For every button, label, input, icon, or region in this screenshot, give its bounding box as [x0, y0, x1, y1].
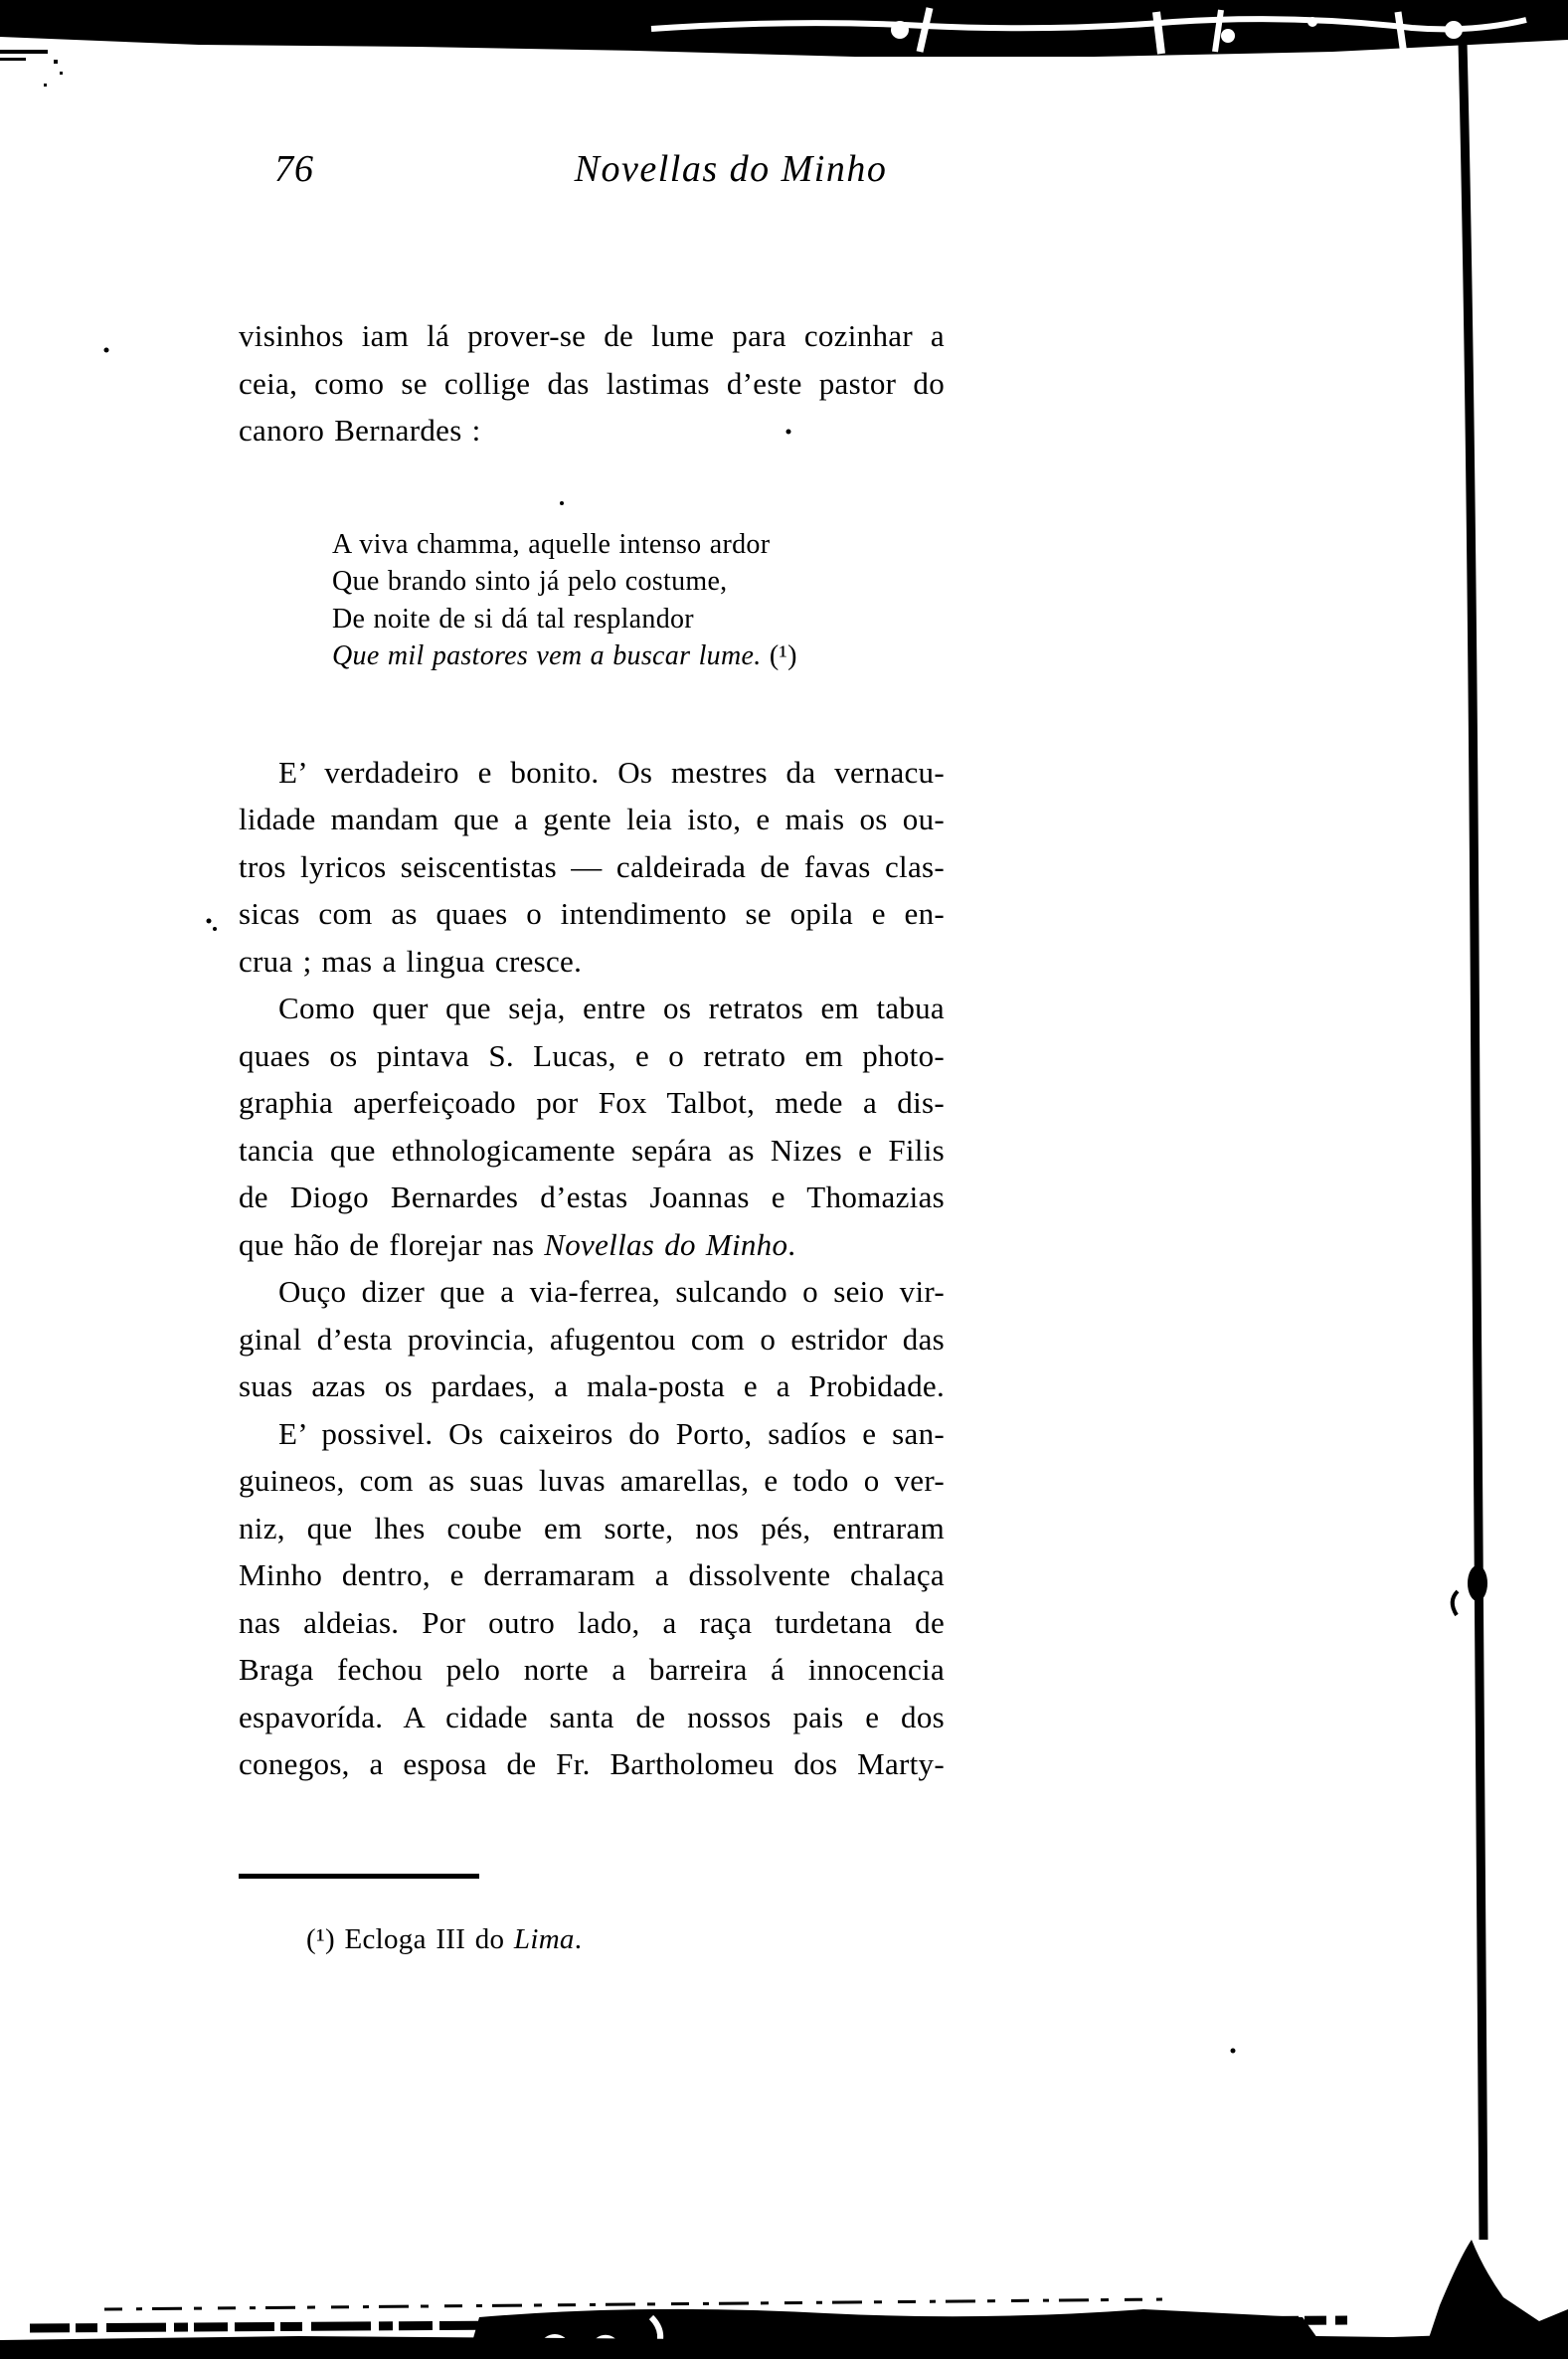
paragraph [239, 985, 945, 1268]
page-number: 76 [274, 148, 314, 190]
running-title: Novellas do Minho [574, 148, 888, 190]
text-line: A viva chamma, aquelle intenso ardor [332, 528, 771, 560]
text-line: canoro Bernardes : [239, 413, 481, 448]
scan-artifact-top-band [0, 0, 1568, 57]
text-line: E’ possivel. Os caixeiros do Porto, sadíos e san- [278, 1415, 945, 1451]
text-line: que hão de florejar nas Novellas do Minho. [239, 1226, 796, 1262]
text-line: Ouço dizer que a via-ferrea, sulcando o seio vir- [278, 1274, 945, 1309]
paragraph [239, 312, 945, 454]
text-line: crua ; mas a lingua cresce. [239, 943, 583, 979]
text-line: espavorída. A cidade santa de nossos pais e dos [239, 1699, 945, 1734]
paragraph [239, 1268, 945, 1410]
text-line: Minho dentro, e derramaram a dissolvente chalaça [239, 1557, 945, 1592]
verse-block [332, 526, 945, 675]
text-line: Que mil pastores vem a buscar lume. (¹) [332, 640, 797, 671]
text-line: (¹) Ecloga III do Lima. [306, 1922, 583, 1955]
text-column [239, 312, 945, 1958]
text-line: Braga fechou pelo norte a barreira á innocencia [239, 1652, 945, 1687]
text-line: tros lyricos seiscentistas — caldeirada de favas clas- [239, 848, 945, 884]
text-line: Que brando sinto já pelo costume, [332, 566, 728, 597]
paragraph [239, 1410, 945, 1788]
text-line: tancia que ethnologicamente sepára as Nizes e Filis [239, 1132, 945, 1168]
text-line: sicas com as quaes o intendimento se opila e en- [239, 896, 945, 931]
scan-artifact-gutter-line [1463, 42, 1483, 2240]
text-line: De noite de si dá tal resplandor [332, 603, 694, 635]
text-line: de Diogo Bernardes d’estas Joannas e Thomazias [239, 1180, 945, 1214]
text-line: suas azas os pardaes, a mala-posta e a Probidade. [239, 1368, 945, 1403]
text-line: graphia aperfeiçoado por Fox Talbot, mede a dis- [239, 1085, 945, 1120]
text-line: guineos, com as suas luvas amarellas, e todo o ver- [239, 1463, 945, 1498]
text-line: ceia, como se collige das lastimas d’este pastor do [239, 365, 945, 401]
text-line: visinhos iam lá prover-se de lume para cozinhar a [239, 318, 945, 353]
text-line: niz, que lhes coube em sorte, nos pés, entraram [239, 1510, 945, 1545]
footnote-rule [239, 1874, 479, 1879]
text-line: quaes os pintava S. Lucas, e o retrato em photo- [239, 1037, 945, 1073]
paragraph [239, 749, 945, 986]
text-line: ginal d’esta provincia, afugentou com o estridor das [239, 1321, 945, 1357]
text-line: E’ verdadeiro e bonito. Os mestres da vernacu- [278, 754, 945, 790]
text-line: conegos, a esposa de Fr. Bartholomeu dos Marty- [239, 1746, 945, 1781]
text-line: nas aldeias. Por outro lado, a raça turdetana de [239, 1604, 945, 1640]
scan-artifact-corner-blob [1422, 2240, 1568, 2359]
footnote-block [239, 1920, 945, 1958]
scan-artifact-bottom-band [0, 2331, 1568, 2359]
text-line: Como quer que seja, entre os retratos em tabua [278, 991, 945, 1025]
text-line: lidade mandam que a gente leia isto, e mais os ou- [239, 802, 945, 836]
